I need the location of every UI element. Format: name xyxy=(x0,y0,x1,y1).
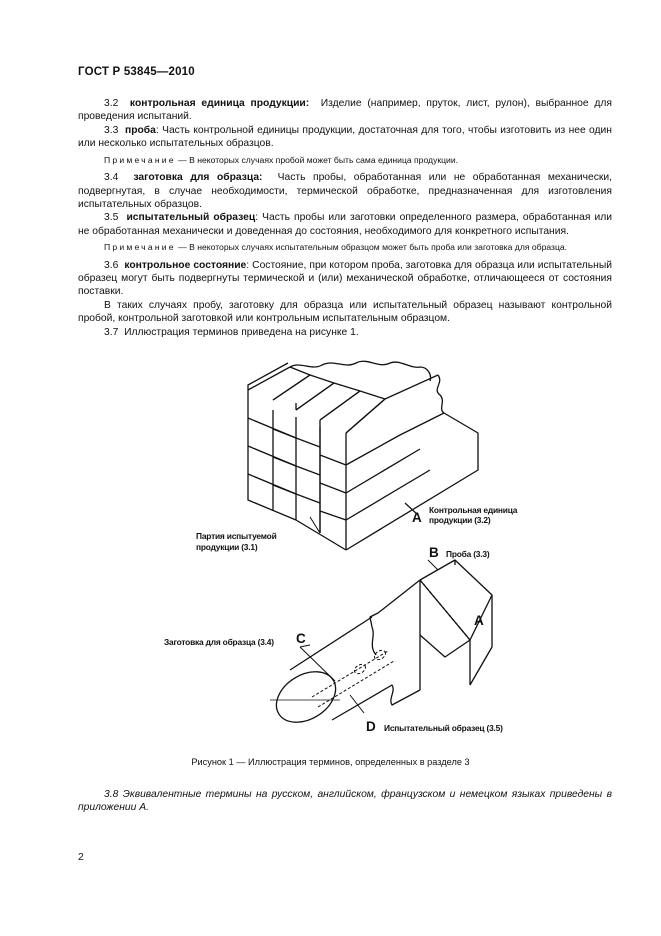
paragraph-3-7: 3.7 Иллюстрация терминов приведена на рисунке 1. xyxy=(104,326,359,338)
letter-a-sample: А xyxy=(474,613,484,628)
label-product-lot: Партия испытуемой продукции (3.1) xyxy=(196,531,277,552)
paragraph-3-6-cont: В таких случаях пробу, заготовку для образца или испытательный образец называют контрольной пробой, контрольной заготовкой или контрольным испытательным образцом. xyxy=(78,299,612,325)
page-number: 2 xyxy=(78,851,84,863)
label-control-unit: Контрольная единица продукции (3.2) xyxy=(429,505,518,525)
figure-1 xyxy=(0,355,661,755)
paragraph-3-4: 3.4 заготовка для образца: Часть пробы, обработанная или не обработанная механически, подвергнутая, в случае необходимости, термической обработке, предназначенная для изготовления испытательных образцов. xyxy=(78,172,612,210)
figure-drawing xyxy=(0,355,661,755)
paragraph-3-8: 3.8 Эквивалентные термины на русском, английском, французском и немецком языках приведены в приложении А. xyxy=(78,789,612,814)
document-code: ГОСТ Р 53845—2010 xyxy=(78,66,195,78)
note-2: Примечание — В некоторых случаях испытательным образцом может быть проба или заготовка для образца. xyxy=(104,242,568,253)
label-sample: Проба (3.3) xyxy=(446,549,490,559)
note-1: Примечание — В некоторых случаях пробой может быть сама единица продукции. xyxy=(104,154,459,165)
letter-a-unit: А xyxy=(412,510,422,525)
paragraph-3-2: 3.2 контрольная единица продукции: Изделие (например, пруток, лист, рулон), выбранное для проведения испытаний. xyxy=(78,98,612,123)
paragraph-3-3: 3.3 проба: Часть контрольной единицы продукции, достаточная для того, чтобы изготовить из нее один или несколько испытательных образцов. xyxy=(78,124,612,150)
term-sample: проба xyxy=(125,124,156,136)
letter-c-blank: С xyxy=(296,631,306,646)
term-blank: заготовка для образца: xyxy=(133,172,263,184)
letter-b-sample: В xyxy=(429,545,439,560)
term-control-state: контрольное состояние xyxy=(124,259,247,271)
label-blank: Заготовка для образца (3.4) xyxy=(164,637,274,647)
sample-drawing xyxy=(267,560,492,733)
figure-caption: Рисунок 1 — Иллюстрация терминов, определенных в разделе 3 xyxy=(191,757,470,767)
label-specimen: Испытательный образец (3.5) xyxy=(384,723,503,733)
definitions-section xyxy=(78,97,612,339)
paragraph-3-5: 3.5 испытательный образец: Часть пробы или заготовки определенного размера, обработанная или не обработанная механически и доведенная до состояния, необходимого для конкретного испытания. xyxy=(78,212,612,237)
term-control-unit: контрольная единица продукции: xyxy=(129,98,310,109)
letter-d-specimen: D xyxy=(366,719,376,734)
term-specimen: испытательный образец xyxy=(126,212,256,224)
paragraph-3-6: 3.6 контрольное состояние: Состояние, при котором проба, заготовка для образца или испытательный образец могут быть подвергнуты термической и (или) механической обработке, отличающееся от состояния поставки. xyxy=(78,259,612,298)
